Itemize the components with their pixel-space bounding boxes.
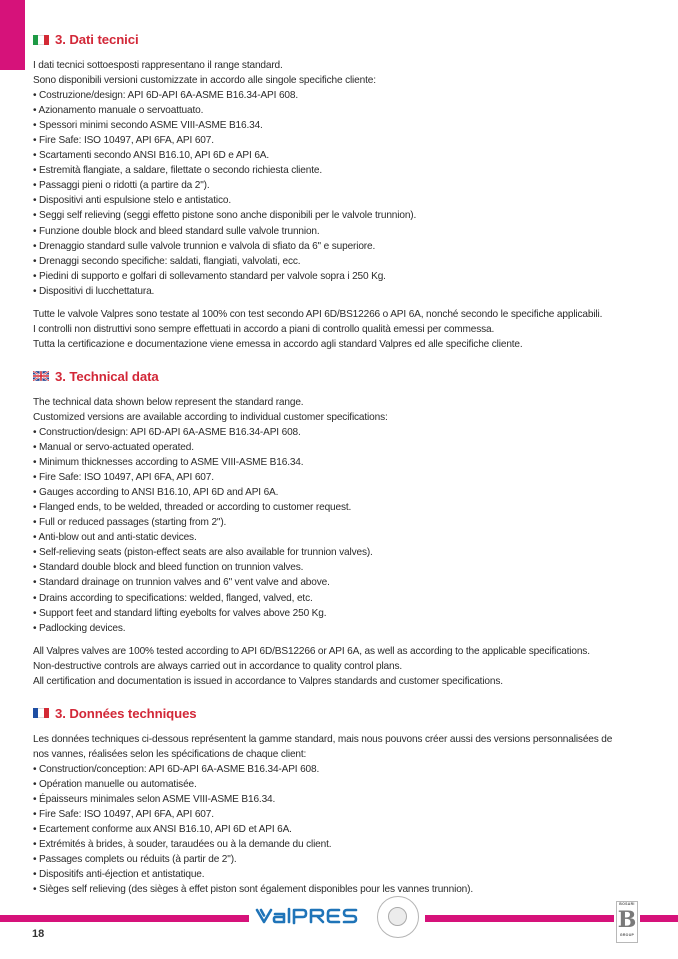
bullet-item: • Manual or servo-actuated operated. bbox=[33, 442, 194, 454]
section-french bbox=[33, 705, 668, 898]
bullet-item: • Passages complets ou réduits (à partir de 2"). bbox=[33, 854, 237, 866]
group-logo-letter: B bbox=[617, 907, 637, 933]
bullet-item: • Épaisseurs minimales selon ASME VIII-ASME B16.34. bbox=[33, 793, 276, 805]
section-english bbox=[33, 368, 668, 689]
group-logo bbox=[616, 901, 638, 943]
bullet-item: • Dispositivi anti espulsione stelo e antistatico. bbox=[33, 195, 232, 207]
bullet-item: • Seggi self relieving (seggi effetto pistone sono anche disponibili per le valvole trunnion). bbox=[33, 210, 417, 222]
group-logo-bottom-text: GROUP bbox=[619, 933, 635, 937]
bullet-item: • Azionamento manuale o servoattuato. bbox=[33, 105, 204, 117]
bullet-item: • Spessori minimi secondo ASME VIII-ASME B16.34. bbox=[33, 120, 263, 132]
bullet-item: • Fire Safe: ISO 10497, API 6FA, API 607. bbox=[33, 472, 214, 484]
bullet-item: • Drenaggi secondo specifiche: saldati, flangiati, valvolati, ecc. bbox=[33, 255, 301, 267]
closing-line: Tutte le valvole Valpres sono testate al 100% con test secondo API 6D/BS12266 o API 6A, nonché secondo le specifiche applicabili. bbox=[33, 308, 603, 320]
group-logo-top-text: BOSARI bbox=[619, 902, 635, 906]
page-number: 18 bbox=[32, 928, 45, 940]
bullet-item: • Dispositifs anti-éjection et antistatique. bbox=[33, 869, 205, 881]
bullet-item: • Ecartement conforme aux ANSI B16.10, API 6D et API 6A. bbox=[33, 824, 292, 836]
footer-bar-middle bbox=[425, 915, 614, 922]
bullet-item: • Minimum thicknesses according to ASME VIII-ASME B16.34. bbox=[33, 457, 304, 469]
bullet-item: • Drenaggio standard sulle valvole trunnion e valvola di sfiato da 6" e superiore. bbox=[33, 240, 376, 252]
bullet-item: • Scartamenti secondo ANSI B16.10, API 6D e API 6A. bbox=[33, 150, 270, 162]
bullet-item: • Fire Safe: ISO 10497, API 6FA, API 607. bbox=[33, 809, 214, 821]
bullet-item: • Sièges self relieving (des sièges à effet piston sont également disponibles pour les vannes trunnion). bbox=[33, 884, 473, 896]
bullet-item: • Standard drainage on trunnion valves and 6" vent valve and above. bbox=[33, 577, 330, 589]
bullet-item: • Gauges according to ANSI B16.10, API 6D and API 6A. bbox=[33, 487, 279, 499]
france-flag-icon bbox=[33, 708, 49, 718]
bullet-item: • Standard double block and bleed function on trunnion valves. bbox=[33, 562, 304, 574]
bullet-item: • Passaggi pieni o ridotti (a partire da 2"). bbox=[33, 180, 210, 192]
intro-line: I dati tecnici sottoesposti rappresentano il range standard. bbox=[33, 60, 283, 71]
intro-line: Customized versions are available according to individual customer specifications: bbox=[33, 411, 388, 423]
bullet-item: • Extrémités à brides, à souder, taraudées ou à la demande du client. bbox=[33, 839, 332, 851]
bullet-item: • Support feet and standard lifting eyebolts for valves above 250 Kg. bbox=[33, 607, 327, 619]
section-title: 3. Technical data bbox=[55, 368, 159, 384]
section-heading-french bbox=[33, 705, 668, 722]
bullet-item: • Drains according to specifications: welded, flanged, valved, etc. bbox=[33, 592, 313, 604]
italy-flag-icon bbox=[33, 35, 49, 45]
intro-line: Les données techniques ci-dessous représentent la gamme standard, mais nous pouvons créer aussi des versions personnalisées de bbox=[33, 733, 613, 745]
footer-bar-right bbox=[640, 915, 678, 922]
section-title: 3. Dati tecnici bbox=[55, 32, 139, 47]
bullet-item: • Fire Safe: ISO 10497, API 6FA, API 607. bbox=[33, 135, 214, 147]
bullet-item: • Funzione double block and bleed standard sulle valvole trunnion. bbox=[33, 225, 320, 237]
bullet-item: • Costruzione/design: API 6D-API 6A-ASME B16.34-API 608. bbox=[33, 90, 298, 102]
bullet-item: • Full or reduced passages (starting from 2"). bbox=[33, 517, 227, 529]
bullet-item: • Flanged ends, to be welded, threaded or according to customer request. bbox=[33, 502, 352, 514]
section-heading-italian bbox=[33, 31, 668, 48]
bullet-item: • Dispositivi di lucchettatura. bbox=[33, 285, 155, 297]
closing-line: Non-destructive controls are always carried out in accordance to quality control plans. bbox=[33, 660, 403, 672]
section-heading-english bbox=[33, 368, 668, 385]
section-italian bbox=[33, 31, 668, 352]
closing-line: All certification and documentation is issued in accordance to Valpres standards and customer specifications. bbox=[33, 675, 503, 687]
footer-bar-left bbox=[0, 915, 249, 922]
uk-flag-icon bbox=[33, 371, 49, 381]
bullet-item: • Anti-blow out and anti-static devices. bbox=[33, 532, 197, 544]
section-title: 3. Données techniques bbox=[55, 705, 197, 721]
valpres-logo bbox=[255, 905, 367, 927]
bullet-item: • Construction/design: API 6D-API 6A-ASME B16.34-API 608. bbox=[33, 426, 301, 438]
bullet-item: • Estremità flangiate, a saldare, filettate o secondo richiesta cliente. bbox=[33, 165, 322, 177]
intro-line: The technical data shown below represent the standard range. bbox=[33, 396, 304, 408]
closing-line: All Valpres valves are 100% tested according to API 6D/BS12266 or API 6A, as well as according to the applicable specifications. bbox=[33, 645, 590, 657]
bullet-item: • Construction/conception: API 6D-API 6A-ASME B16.34-API 608. bbox=[33, 763, 320, 775]
document-body bbox=[33, 31, 668, 897]
bullet-item: • Piedini di supporto e golfari di sollevamento standard per valvole sopra i 250 Kg. bbox=[33, 270, 386, 282]
closing-line: I controlli non distruttivi sono sempre effettuati in accordo a piani di controllo qualità emessi per commessa. bbox=[33, 323, 495, 335]
bullet-item: • Self-relieving seats (piston-effect seats are also available for trunnion valves). bbox=[33, 547, 373, 559]
bullet-item: • Padlocking devices. bbox=[33, 622, 126, 634]
left-accent-bar bbox=[0, 0, 25, 70]
iso-certification-seal-icon bbox=[377, 896, 419, 938]
intro-line: Sono disponibili versioni customizzate in accordo alle singole specifiche cliente: bbox=[33, 75, 376, 87]
intro-line: nos vannes, réalisées selon les spécifications de chaque client: bbox=[33, 748, 307, 760]
closing-line: Tutta la certificazione e documentazione viene emessa in accordo agli standard Valpres ed alle specifiche cliente. bbox=[33, 338, 523, 350]
bullet-item: • Opération manuelle ou automatisée. bbox=[33, 778, 197, 790]
